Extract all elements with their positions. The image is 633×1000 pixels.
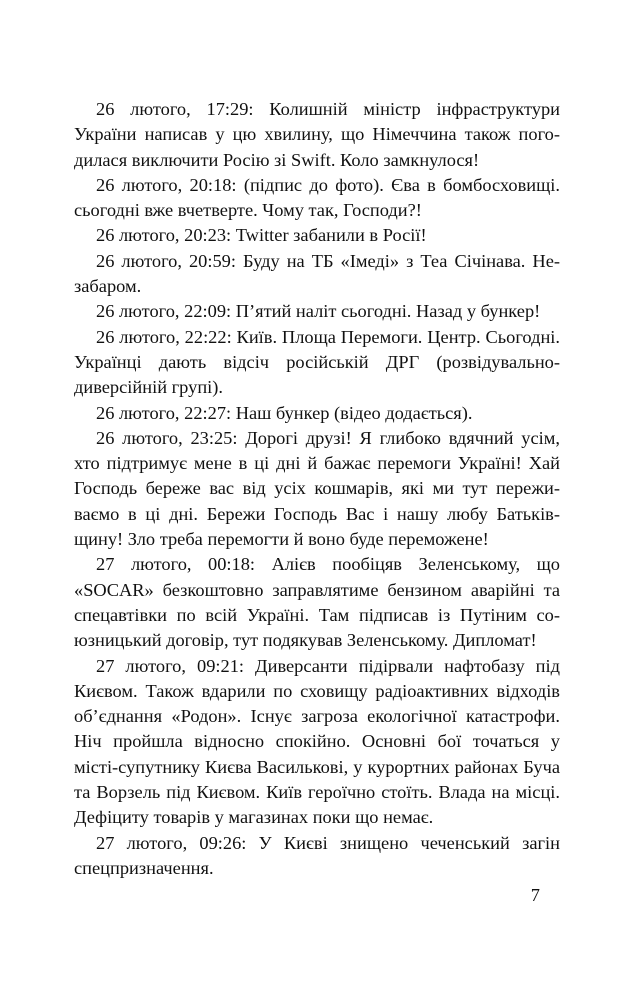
diary-entry: 27 лютого, 09:21: Диверсанти підірвали нафтобазу під Києвом. Також вдарили по сховищу радіоактивних відходів об’єднання «Родон». Існує загроза екологічної катастрофи. Ніч пройшла відносно спокійно. Основні бої точаться у місті-супутнику Києва Василькові, у курортних районах Буча та Ворзель під Києвом. Київ героїчно стоїть. Влада на місці. Дефіциту товарів у магазинах поки що немає. <box>74 655 560 828</box>
page-number: 7 <box>530 885 540 905</box>
diary-entry: 26 лютого, 20:23: Twitter забанили в Росії! <box>96 225 427 246</box>
diary-entry: 26 лютого, 22:09: П’ятий наліт сьогодні. Назад у бункер! <box>96 301 541 322</box>
diary-entry: 26 лютого, 20:18: (підпис до фото). Єва в бомбосховищі. сьогодні вже вчетверте. Чому так, Господи?! <box>74 174 560 221</box>
diary-entry: 27 лютого, 00:18: Алієв пообіцяв Зеленському, що «SOCAR» безкоштовно заправлятиме бензином аварійні та спецавтівки по всій Україні. Там підписав із Путіним союзницький договір, тут подякував Зеленському. Дипломат! <box>74 554 560 651</box>
diary-entry: 26 лютого, 22:22: Київ. Площа Перемоги. Центр. Сьогодні. Українці дають відсіч російській ДРГ (розвідувально-диверсійній групі). <box>74 326 560 398</box>
diary-entry: 27 лютого, 09:26: У Києві знищено чеченський загін спецпризначення. <box>74 832 560 878</box>
diary-entry: 26 лютого, 22:27: Наш бункер (відео додається). <box>96 402 473 423</box>
diary-entry: 26 лютого, 17:29: Колишній міністр інфраструктури України написав у цю хвилину, що Німеччина також погодилася виключити Росію зі Swift. Коло замкнулося! <box>74 99 560 170</box>
body-text <box>74 97 560 881</box>
diary-entry: 26 лютого, 20:59: Буду на ТБ «Імеді» з Теа Січінава. Незабаром. <box>74 250 560 297</box>
diary-entry: 26 лютого, 23:25: Дорогі друзі! Я глибоко вдячний усім, хто підтримує мене в ці дні й бажає перемоги Україні! Хай Господь береже вас від усіх кошмарів, які ми тут переживаємо в ці дні. Бережи Господь Вас і нашу любу Батьківщину! Зло треба перемогти й воно буде переможене! <box>74 427 560 550</box>
